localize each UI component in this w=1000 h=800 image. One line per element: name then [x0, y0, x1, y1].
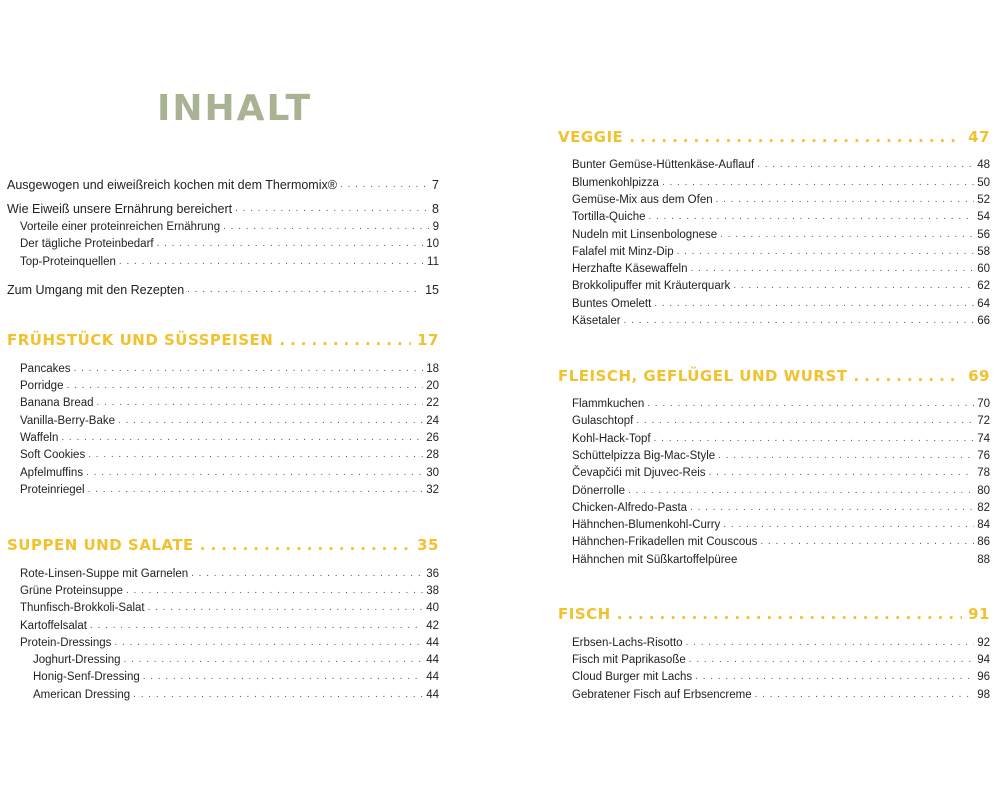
leader-dots: [61, 431, 423, 445]
toc-entry[interactable]: [572, 279, 990, 293]
toc-entry-label: Blumenkohlpizza: [572, 177, 659, 189]
leader-dots: [124, 653, 424, 667]
toc-entry-label: Hähnchen-Frikadellen mit Couscous: [572, 536, 758, 548]
toc-entry-page: 48: [977, 159, 990, 171]
toc-entry-page: 11: [427, 256, 439, 268]
toc-entry-page: 58: [977, 246, 990, 258]
toc-entry-page: 10: [426, 238, 439, 250]
toc-entry-label: Gemüse-Mix aus dem Ofen: [572, 194, 713, 206]
leader-dots: [157, 237, 424, 251]
toc-entry-page: 92: [977, 637, 990, 649]
toc-entry-page: 44: [426, 637, 439, 649]
toc-entry-page: 56: [977, 229, 990, 241]
toc-entry[interactable]: [20, 255, 439, 269]
leader-dots: [757, 158, 974, 172]
toc-entry-page: 60: [977, 263, 990, 275]
toc-entry[interactable]: [33, 688, 439, 702]
section-title: SUPPEN UND SALATE: [7, 536, 194, 554]
toc-entry-page: 82: [977, 502, 990, 514]
toc-entry-label: Soft Cookies: [20, 449, 86, 461]
leader-dots: [649, 210, 975, 224]
toc-entry[interactable]: [7, 283, 439, 297]
toc-entry-page: 22: [426, 397, 439, 409]
leader-dots: [235, 202, 429, 216]
toc-entry-page: 44: [426, 654, 439, 666]
leader-dots: [223, 220, 429, 234]
toc-entry-label: Nudeln mit Linsenbolognese: [572, 229, 718, 241]
toc-entry-label: Hähnchen mit Süßkartoffelpüree: [572, 554, 738, 566]
toc-entry-page: 18: [426, 363, 439, 375]
leader-dots: [733, 279, 974, 293]
toc-entry-label: Erbsen-Lachs-Risotto: [572, 637, 683, 649]
toc-entry[interactable]: [572, 397, 990, 411]
section-heading-fruehstueck[interactable]: [7, 331, 439, 349]
toc-entry[interactable]: [572, 653, 990, 667]
section-page: 69: [968, 367, 990, 385]
toc-entry-page: 52: [977, 194, 990, 206]
toc-entry-page: 98: [977, 689, 990, 701]
toc-entry-label: Top-Proteinquellen: [20, 256, 116, 268]
toc-entry-label: Fisch mit Paprikasoße: [572, 654, 686, 666]
toc-entry[interactable]: [20, 431, 439, 445]
toc-entry-label: Vanilla-Berry-Bake: [20, 415, 116, 427]
toc-entry-label: Grüne Proteinsuppe: [20, 585, 123, 597]
toc-entry-page: 15: [425, 283, 439, 297]
toc-entry-label: Ausgewogen und eiweißreich kochen mit dem Thermomix®: [7, 178, 337, 192]
leader-dots: [187, 283, 422, 297]
leader-dots: [88, 448, 423, 462]
toc-entry[interactable]: [572, 210, 990, 224]
leader-dots: [718, 449, 974, 463]
leader-dots: [279, 331, 411, 349]
section-page: 91: [968, 605, 990, 623]
toc-entry-page: 84: [977, 519, 990, 531]
toc-entry-page: 70: [977, 398, 990, 410]
toc-entry[interactable]: [20, 601, 439, 615]
section-title: FISCH: [558, 605, 611, 623]
leader-dots: [88, 483, 424, 497]
toc-entry[interactable]: [572, 297, 990, 311]
toc-entry-label: Kartoffelsalat: [20, 620, 87, 632]
leader-dots: [755, 688, 975, 702]
leader-dots: [340, 178, 429, 192]
toc-entry-label: Chicken-Alfredo-Pasta: [572, 502, 688, 514]
leader-dots: [654, 432, 975, 446]
toc-entry[interactable]: [20, 567, 439, 581]
toc-entry-label: Gulaschtopf: [572, 415, 634, 427]
leader-dots: [126, 584, 423, 598]
toc-entry-label: Honig-Senf-Dressing: [33, 671, 140, 683]
toc-entry-page: 54: [977, 211, 990, 223]
toc-entry[interactable]: [20, 619, 439, 633]
leader-dots: [691, 262, 975, 276]
leader-dots: [677, 245, 975, 259]
toc-entry[interactable]: [572, 228, 990, 242]
leader-dots: [636, 414, 974, 428]
toc-entry-label: Buntes Omelett: [572, 298, 652, 310]
toc-entry-label: Bunter Gemüse-Hüttenkäse-Auflauf: [572, 159, 755, 171]
toc-entry[interactable]: [20, 237, 439, 251]
toc-entry-page: 32: [426, 484, 439, 496]
toc-entry-page: 74: [977, 433, 990, 445]
toc-entry[interactable]: [572, 484, 990, 498]
toc-entry[interactable]: [572, 414, 990, 428]
section-title: FLEISCH, GEFLÜGEL UND WURST: [558, 367, 848, 385]
section-title: VEGGIE: [558, 128, 624, 146]
toc-entry[interactable]: [572, 518, 990, 532]
toc-entry[interactable]: [7, 202, 439, 216]
toc-entry-page: 24: [426, 415, 439, 427]
leader-dots: [97, 396, 424, 410]
toc-entry-label: Schüttelpizza Big-Mac-Style: [572, 450, 716, 462]
toc-entry-label: Käsetaler: [572, 315, 621, 327]
toc-entry[interactable]: [572, 262, 990, 276]
leader-dots: [74, 362, 424, 376]
toc-entry-label: Porridge: [20, 380, 64, 392]
leader-dots: [689, 653, 974, 667]
toc-entry-page: 78: [977, 467, 990, 479]
toc-entry-label: Falafel mit Minz-Dip: [572, 246, 674, 258]
leader-dots: [695, 670, 974, 684]
toc-entry[interactable]: [20, 414, 439, 428]
toc-entry-page: 66: [977, 315, 990, 327]
toc-entry-label: Flammkuchen: [572, 398, 645, 410]
toc-entry-page: 20: [426, 380, 439, 392]
toc-entry[interactable]: [572, 636, 990, 650]
leader-dots: [709, 466, 975, 480]
toc-entry-page: 86: [977, 536, 990, 548]
toc-entry-label: Wie Eiweiß unsere Ernährung bereichert: [7, 202, 233, 216]
toc-entry-page: 42: [426, 620, 439, 632]
toc-entry[interactable]: [33, 670, 439, 684]
toc-entry-label: Der tägliche Proteinbedarf: [20, 238, 154, 250]
toc-entry[interactable]: [572, 670, 990, 684]
toc-entry-page: 40: [426, 602, 439, 614]
toc-entry-label: Zum Umgang mit den Rezepten: [7, 283, 185, 297]
toc-entry[interactable]: [20, 220, 439, 234]
leader-dots: [200, 536, 411, 554]
leader-dots: [760, 535, 974, 549]
leader-dots: [853, 367, 962, 385]
toc-entry[interactable]: [33, 653, 439, 667]
toc-entry-label: Protein-Dressings: [20, 637, 112, 649]
leader-dots: [628, 484, 974, 498]
toc-entry[interactable]: [20, 379, 439, 393]
toc-entry-page: 38: [426, 585, 439, 597]
toc-entry[interactable]: [7, 178, 439, 192]
toc-entry[interactable]: [20, 636, 439, 650]
page-title: INHALT: [157, 88, 313, 129]
toc-entry-label: Apfelmuffins: [20, 467, 84, 479]
section-heading-fleisch[interactable]: [558, 367, 990, 385]
toc-entry[interactable]: [572, 501, 990, 515]
leader-dots: [723, 518, 974, 532]
toc-entry[interactable]: [572, 466, 990, 480]
section-page: 35: [417, 536, 439, 554]
toc-entry-page: 50: [977, 177, 990, 189]
toc-entry[interactable]: [572, 245, 990, 259]
toc-entry[interactable]: [20, 448, 439, 462]
toc-entry-page: 96: [977, 671, 990, 683]
leader-dots: [654, 297, 974, 311]
leader-dots: [617, 605, 962, 623]
toc-entry[interactable]: [572, 535, 990, 549]
toc-entry-label: Gebratener Fisch auf Erbsencreme: [572, 689, 752, 701]
toc-entry[interactable]: [572, 314, 990, 328]
toc-entry[interactable]: [20, 584, 439, 598]
toc-entry-page: 28: [426, 449, 439, 461]
section-title: FRÜHSTÜCK UND SÜSSPEISEN: [7, 331, 274, 349]
leader-dots: [143, 670, 423, 684]
toc-entry-page: 72: [977, 415, 990, 427]
toc-entry-page: 44: [426, 689, 439, 701]
section-heading-fisch[interactable]: [558, 605, 990, 623]
toc-entry[interactable]: [20, 396, 439, 410]
toc-entry-label: Čevapčići mit Djuvec-Reis: [572, 467, 706, 479]
toc-entry[interactable]: [572, 432, 990, 446]
leader-dots: [629, 128, 962, 146]
toc-entry-label: Tortilla-Quiche: [572, 211, 646, 223]
toc-entry-label: Dönerrolle: [572, 485, 626, 497]
leader-dots: [119, 255, 424, 269]
section-heading-suppen[interactable]: [7, 536, 439, 554]
toc-entry-page: 80: [977, 485, 990, 497]
toc-entry-label: Banana Bread: [20, 397, 94, 409]
toc-entry-label: Cloud Burger mit Lachs: [572, 671, 693, 683]
toc-entry-label: Proteinriegel: [20, 484, 85, 496]
toc-entry-label: Herzhafte Käsewaffeln: [572, 263, 688, 275]
leader-dots: [114, 636, 423, 650]
toc-entry-page: 36: [426, 568, 439, 580]
leader-dots: [716, 193, 975, 207]
section-heading-veggie[interactable]: [558, 128, 990, 146]
leader-dots: [133, 688, 423, 702]
toc-entry-page: 88: [977, 554, 990, 566]
toc-entry[interactable]: [572, 176, 990, 190]
toc-entry[interactable]: [572, 193, 990, 207]
leader-dots: [191, 567, 423, 581]
leader-dots: [624, 314, 975, 328]
leader-dots: [118, 414, 423, 428]
toc-entry-label: Joghurt-Dressing: [33, 654, 121, 666]
toc-entry[interactable]: [572, 688, 990, 702]
toc-entry[interactable]: [572, 158, 990, 172]
toc-entry-label: Hähnchen-Blumenkohl-Curry: [572, 519, 721, 531]
toc-entry-page: 7: [432, 178, 439, 192]
toc-entry-page: 94: [977, 654, 990, 666]
leader-dots: [686, 636, 975, 650]
leader-dots: [90, 619, 423, 633]
toc-entry-label: Kohl-Hack-Topf: [572, 433, 651, 445]
leader-dots: [720, 228, 974, 242]
toc-entry-label: Vorteile einer proteinreichen Ernährung: [20, 221, 221, 233]
toc-entry[interactable]: [572, 553, 990, 567]
toc-entry-label: Pancakes: [20, 363, 71, 375]
leader-dots: [662, 176, 974, 190]
toc-entry-page: 76: [977, 450, 990, 462]
toc-entry-page: 8: [432, 202, 439, 216]
toc-entry[interactable]: [20, 362, 439, 376]
toc-entry[interactable]: [20, 466, 439, 480]
toc-entry-label: American Dressing: [33, 689, 131, 701]
leader-dots: [148, 601, 424, 615]
leader-dots: [690, 501, 974, 515]
leader-dots: [86, 466, 423, 480]
toc-entry[interactable]: [572, 449, 990, 463]
leader-dots: [66, 379, 423, 393]
section-page: 17: [417, 331, 439, 349]
toc-entry-page: 30: [426, 467, 439, 479]
toc-entry-label: Thunfisch-Brokkoli-Salat: [20, 602, 145, 614]
toc-entry-page: 62: [977, 280, 990, 292]
section-page: 47: [968, 128, 990, 146]
toc-entry-page: 44: [426, 671, 439, 683]
leader-dots: [647, 397, 974, 411]
toc-entry-page: 64: [977, 298, 990, 310]
toc-entry[interactable]: [20, 483, 439, 497]
toc-entry-page: 9: [432, 221, 439, 233]
toc-entry-page: 26: [426, 432, 439, 444]
toc-entry-label: Rote-Linsen-Suppe mit Garnelen: [20, 568, 189, 580]
toc-entry-label: Waffeln: [20, 432, 59, 444]
toc-entry-label: Brokkolipuffer mit Kräuterquark: [572, 280, 731, 292]
